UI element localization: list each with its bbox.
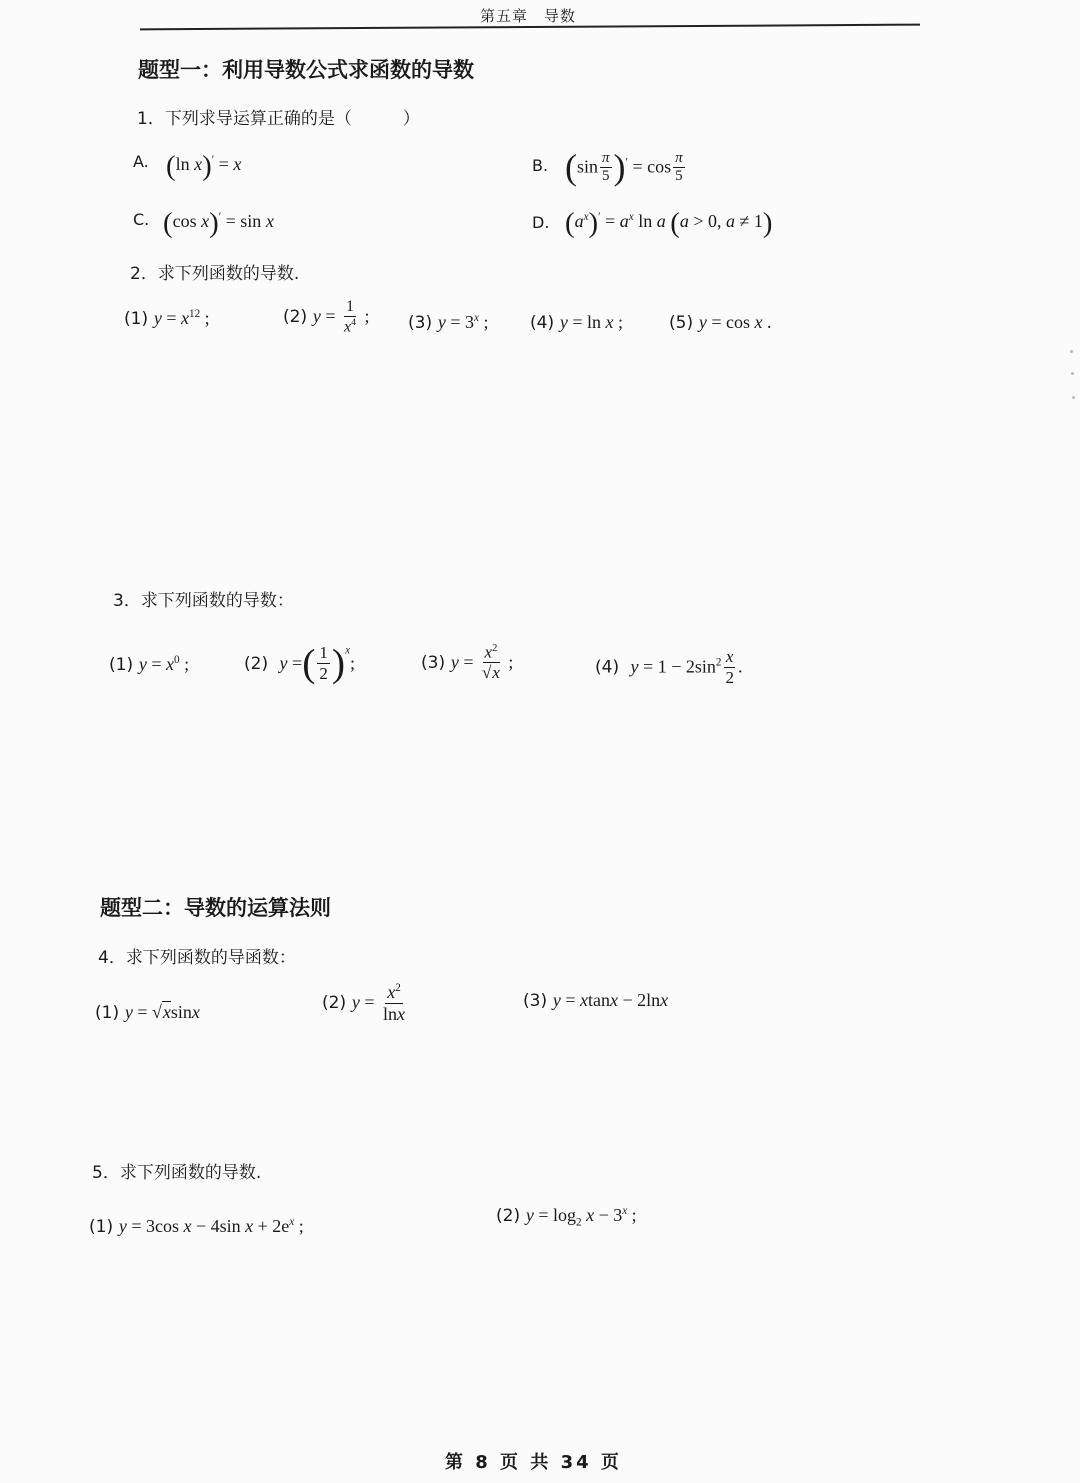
q4-part-1: (1) y = √xsinx <box>95 1002 200 1023</box>
q5-stem: 5．求下列函数的导数. <box>92 1163 262 1183</box>
q1-option-a-label: A. <box>133 152 149 171</box>
q1-option-c-expr: (cos x)′ = sin x <box>163 207 274 239</box>
section-2-title: 题型二：导数的运算法则 <box>100 896 331 920</box>
q1-option-b-label: B. <box>532 156 549 175</box>
q3-part-3: (3) y = $\frac{x^2}{√x}$ ; <box>421 642 514 683</box>
q1-option-c-label: C. <box>133 210 150 229</box>
q2-part-1: (1) $y = x^{12}$ ; <box>124 308 210 329</box>
q3-part-2: (2) y =( $\frac{1}{2}$ )$^x$; <box>244 641 356 685</box>
q3-part-4: (4) $y = 1 - 2\sin^2$ $\frac{x}{2}$ . <box>595 647 743 687</box>
scan-speck <box>1072 396 1075 399</box>
q2-part-2: (2) y = $\frac{1}{x^4}$ ; <box>283 298 370 335</box>
q3-stem: 3．求下列函数的导数： <box>113 591 294 611</box>
scan-speck <box>1071 372 1074 375</box>
section-1-title: 题型一：利用导数公式求函数的导数 <box>138 58 474 82</box>
q4-part-3: (3) y = xtanx − 2lnx <box>523 990 669 1011</box>
chapter-header: 第五章 导数 <box>480 7 577 25</box>
q5-part-2: (2) $y = \log_2 x - 3^x$ ; <box>496 1205 637 1229</box>
q2-stem: 2．求下列函数的导数. <box>130 264 300 284</box>
q1-option-d-expr: $(a^x)' = a^x$ ln a (a > 0, a ≠ 1) <box>565 207 773 239</box>
q2-part-4: (4) y = ln x ; <box>530 312 623 333</box>
page-footer: 第 8 页 共 34 页 <box>445 1452 622 1473</box>
scan-speck <box>1070 350 1073 353</box>
q2-part-3: (3) $y = 3^x$ ; <box>408 312 489 333</box>
q4-part-2: (2) y = $\frac{x^2}{\ln x}$ <box>322 982 405 1024</box>
q1-option-b-expr: (sin $\frac{\pi}{5}$ )′ = cos $\frac{\pi}{5}$ <box>565 147 683 187</box>
q3-part-1: (1) $y = x^0$ ; <box>109 654 190 675</box>
q1-option-a-expr: (ln x)′ = x <box>166 150 242 182</box>
q1-stem: 1．下列求导运算正确的是（ ） <box>137 109 420 129</box>
q5-part-1: (1) y = 3cos x − 4sin $x + 2e^x$ ; <box>89 1216 304 1237</box>
q2-part-5: (5) y = cos x . <box>669 312 772 333</box>
q1-option-d-label: D. <box>532 213 550 232</box>
q4-stem: 4．求下列函数的导函数： <box>98 948 296 968</box>
